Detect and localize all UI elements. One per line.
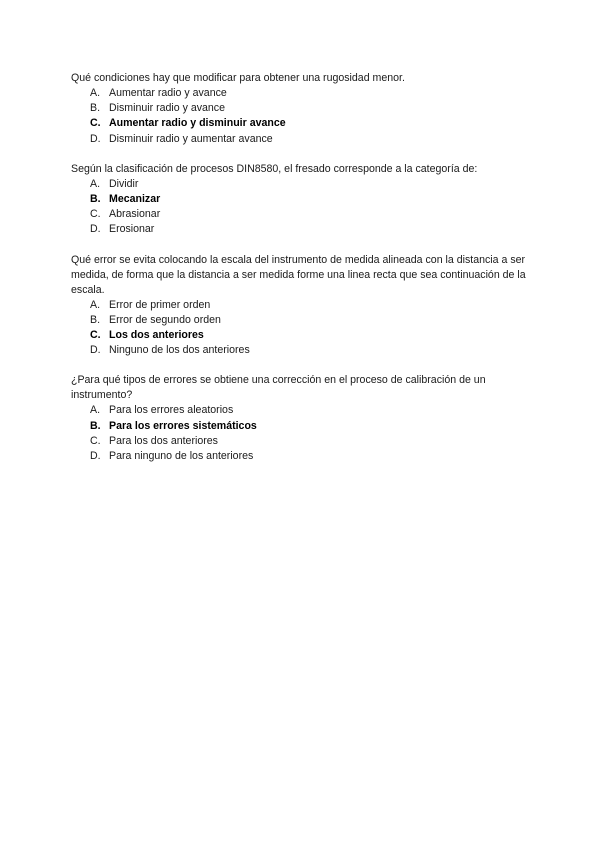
- option-a: [71, 177, 531, 192]
- option-c-correct: [71, 328, 531, 343]
- option-text: Para los errores aleatorios: [109, 404, 234, 417]
- option-c: [71, 207, 531, 222]
- option-text: Dividir: [109, 177, 139, 190]
- option-list: [71, 177, 531, 238]
- option-d: [71, 222, 531, 237]
- question-1: [71, 71, 531, 147]
- option-text: Aumentar radio y avance: [109, 87, 227, 99]
- option-text: Para los dos anteriores: [109, 434, 218, 447]
- option-text: Ninguno de los dos anteriores: [109, 344, 250, 357]
- option-c-correct: [71, 116, 531, 131]
- option-b-correct: [71, 419, 531, 434]
- question-3: [71, 253, 531, 359]
- option-b: [71, 101, 531, 116]
- option-d: [71, 449, 531, 464]
- option-letter: B.: [90, 102, 101, 115]
- question-list: [71, 71, 531, 479]
- option-list: [71, 403, 531, 464]
- option-letter: A.: [90, 404, 101, 417]
- option-list: [71, 298, 531, 359]
- option-text: Disminuir radio y aumentar avance: [109, 132, 273, 145]
- option-text: Abrasionar: [109, 208, 161, 221]
- option-text: Aumentar radio y disminuir avance: [109, 117, 286, 130]
- option-text: Mecanizar: [109, 193, 161, 206]
- option-c: [71, 434, 531, 449]
- option-a: [71, 403, 531, 418]
- option-letter: D.: [90, 450, 101, 463]
- option-letter: C.: [90, 329, 101, 342]
- question-text: Según la clasificación de procesos DIN8580, el fresado corresponde a la categoría de:: [71, 162, 478, 175]
- option-d: [71, 132, 531, 147]
- option-letter: A.: [90, 177, 101, 190]
- option-letter: D.: [90, 223, 101, 236]
- question-text: Qué condiciones hay que modificar para obtener una rugosidad menor.: [71, 72, 405, 84]
- question-2: [71, 162, 531, 238]
- option-letter: A.: [90, 298, 101, 311]
- option-list: [71, 86, 531, 147]
- option-d: [71, 343, 531, 358]
- option-letter: C.: [90, 434, 101, 447]
- option-a: [71, 298, 531, 313]
- option-text: Para ninguno de los anteriores: [109, 450, 254, 463]
- option-b: [71, 313, 531, 328]
- option-text: Error de primer orden: [109, 298, 211, 311]
- option-letter: C.: [90, 117, 101, 130]
- question-text: ¿Para qué tipos de errores se obtiene una corrección en el proceso de calibración de un instrumento?: [71, 374, 486, 402]
- option-text: Erosionar: [109, 223, 155, 236]
- option-letter: B.: [90, 193, 101, 206]
- option-a: [71, 86, 531, 101]
- option-text: Disminuir radio y avance: [109, 102, 225, 115]
- option-text: Para los errores sistemáticos: [109, 419, 257, 432]
- option-letter: D.: [90, 132, 101, 145]
- option-b-correct: [71, 192, 531, 207]
- option-letter: B.: [90, 419, 101, 432]
- option-letter: D.: [90, 344, 101, 357]
- option-text: Error de segundo orden: [109, 313, 221, 326]
- option-letter: B.: [90, 313, 101, 326]
- question-4: [71, 373, 531, 464]
- option-letter: A.: [90, 87, 101, 99]
- option-text: Los dos anteriores: [109, 329, 204, 342]
- option-letter: C.: [90, 208, 101, 221]
- question-text: Qué error se evita colocando la escala del instrumento de medida alineada con la distancia a ser medida, de forma que la distancia a ser medida forme una linea recta que sea continuación de la escala.: [71, 253, 526, 296]
